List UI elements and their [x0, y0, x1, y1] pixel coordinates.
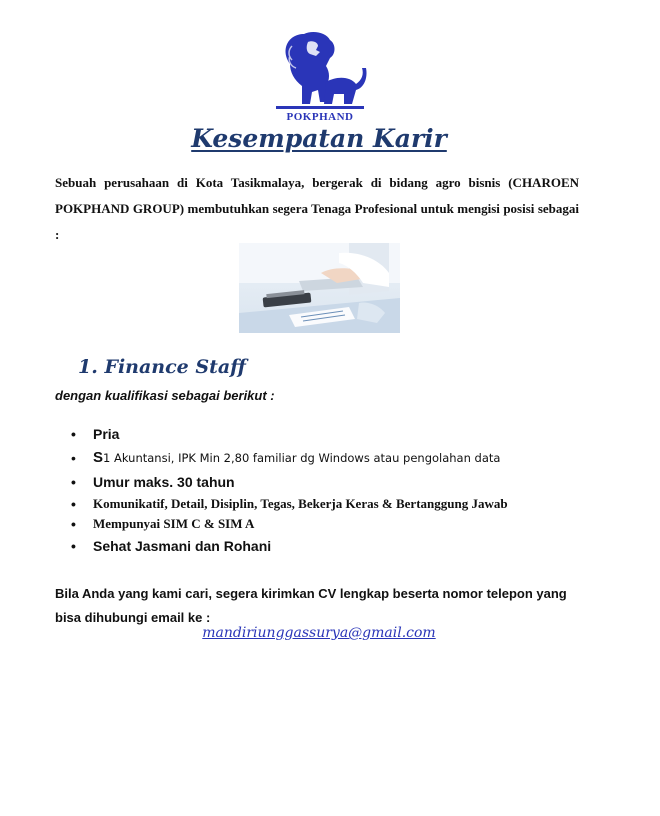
list-item	[55, 534, 615, 558]
lion-icon	[272, 30, 368, 112]
qualification-text: Pria	[93, 426, 120, 442]
qualification-text: Sehat Jasmani dan Rohani	[93, 538, 272, 554]
intro-paragraph: Sebuah perusahaan di Kota Tasikmalaya, bergerak di bidang agro bisnis (CHAROEN POKPHAND GROUP) membutuhkan segera Tenaga Profesional untuk mengisi posisi sebagai :	[55, 175, 579, 242]
list-item	[55, 514, 615, 534]
qualification-text: Umur maks. 30 tahun	[93, 474, 235, 490]
qualification-text: Komunikatif, Detail, Disiplin, Tegas, Bekerja Keras & Bertanggung Jawab	[93, 496, 508, 511]
logo-text: POKPHAND	[286, 111, 354, 123]
qualification-subtitle: dengan kualifikasi sebagai berikut :	[55, 388, 275, 403]
list-item	[55, 446, 615, 470]
position-title: 1. Finance Staff	[78, 356, 246, 378]
closing-paragraph: Bila Anda yang kami cari, segera kirimkan CV lengkap beserta nomor telepon yang bisa dihubungi email ke :	[55, 586, 567, 625]
page-title: Kesempatan Karir	[191, 124, 447, 153]
list-item	[55, 470, 615, 494]
email-link[interactable]: mandiriunggassurya@gmail.com	[202, 625, 436, 641]
qualification-lead: S	[93, 449, 104, 466]
qualification-text: 1 Akuntansi, IPK Min 2,80 familiar dg Windows atau pengolahan data	[103, 451, 501, 465]
office-photo	[239, 243, 400, 333]
list-item	[55, 494, 615, 514]
qualification-text: Mempunyai SIM C & SIM A	[93, 516, 255, 531]
list-item	[55, 422, 615, 446]
qualification-list	[55, 422, 615, 558]
